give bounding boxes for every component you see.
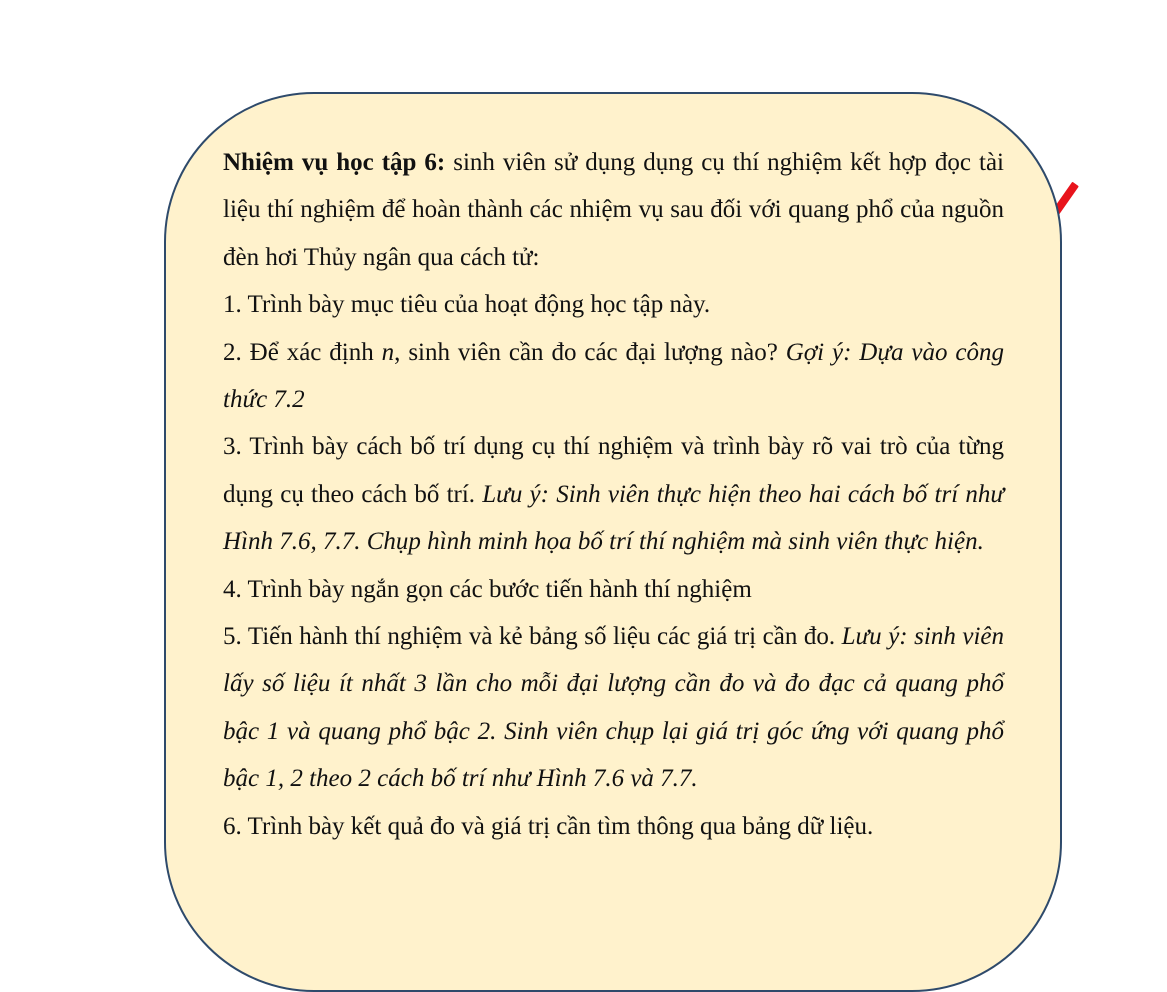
item-2-variable: n xyxy=(381,338,395,366)
item-4-text: 4. Trình bày ngắn gọn các bước tiến hành thí nghiệm xyxy=(223,575,752,603)
item-2-text-a: 2. Để xác định xyxy=(223,338,382,366)
list-item-3 xyxy=(223,423,1004,565)
item-3-note: Lưu ý: Sinh viên thực hiện theo hai cách bố trí như Hình 7.6, 7.7. Chụp hình minh họa bố trí thí nghiệm mà sinh viên thực hiện. xyxy=(223,480,1004,556)
item-1-text: 1. Trình bày mục tiêu của hoạt động học tập này. xyxy=(223,291,711,319)
list-item-1 xyxy=(223,281,1004,328)
task-content xyxy=(223,139,1004,850)
task-intro-paragraph xyxy=(223,139,1004,281)
task-heading: Nhiệm vụ học tập 6: xyxy=(223,149,446,176)
list-item-5 xyxy=(223,613,1004,803)
item-5-note: Lưu ý: sinh viên lấy số liệu ít nhất 3 lần cho mỗi đại lượng cần đo và đo đạc cả quang phổ bậc 1 và quang phổ bậc 2. Sinh viên chụp lại giá trị góc ứng với quang phổ bậc 1, 2 theo 2 cách bố trí như Hình 7.6 và 7.7. xyxy=(223,623,1005,793)
item-6-text: 6. Trình bày kết quả đo và giá trị cần tìm thông qua bảng dữ liệu. xyxy=(223,812,874,840)
item-2-hint: Gợi ý: Dựa vào công thức 7.2 xyxy=(223,338,1004,414)
item-5-text: 5. Tiến hành thí nghiệm và kẻ bảng số liệu các giá trị cần đo. xyxy=(223,623,842,651)
task-intro: sinh viên sử dụng dụng cụ thí nghiệm kết hợp đọc tài liệu thí nghiệm để hoàn thành các nhiệm vụ sau đối với quang phổ của nguồn đèn hơi Thủy ngân qua cách tử: xyxy=(223,149,1004,271)
list-item-6 xyxy=(223,803,1004,850)
list-item-2 xyxy=(223,329,1004,424)
list-item-4 xyxy=(223,566,1004,613)
item-3-text: 3. Trình bày cách bố trí dụng cụ thí nghiệm và trình bày rõ vai trò của từng dụng cụ theo cách bố trí. xyxy=(223,433,1004,508)
item-2-text-b: , sinh viên cần đo các đại lượng nào? xyxy=(394,338,786,366)
